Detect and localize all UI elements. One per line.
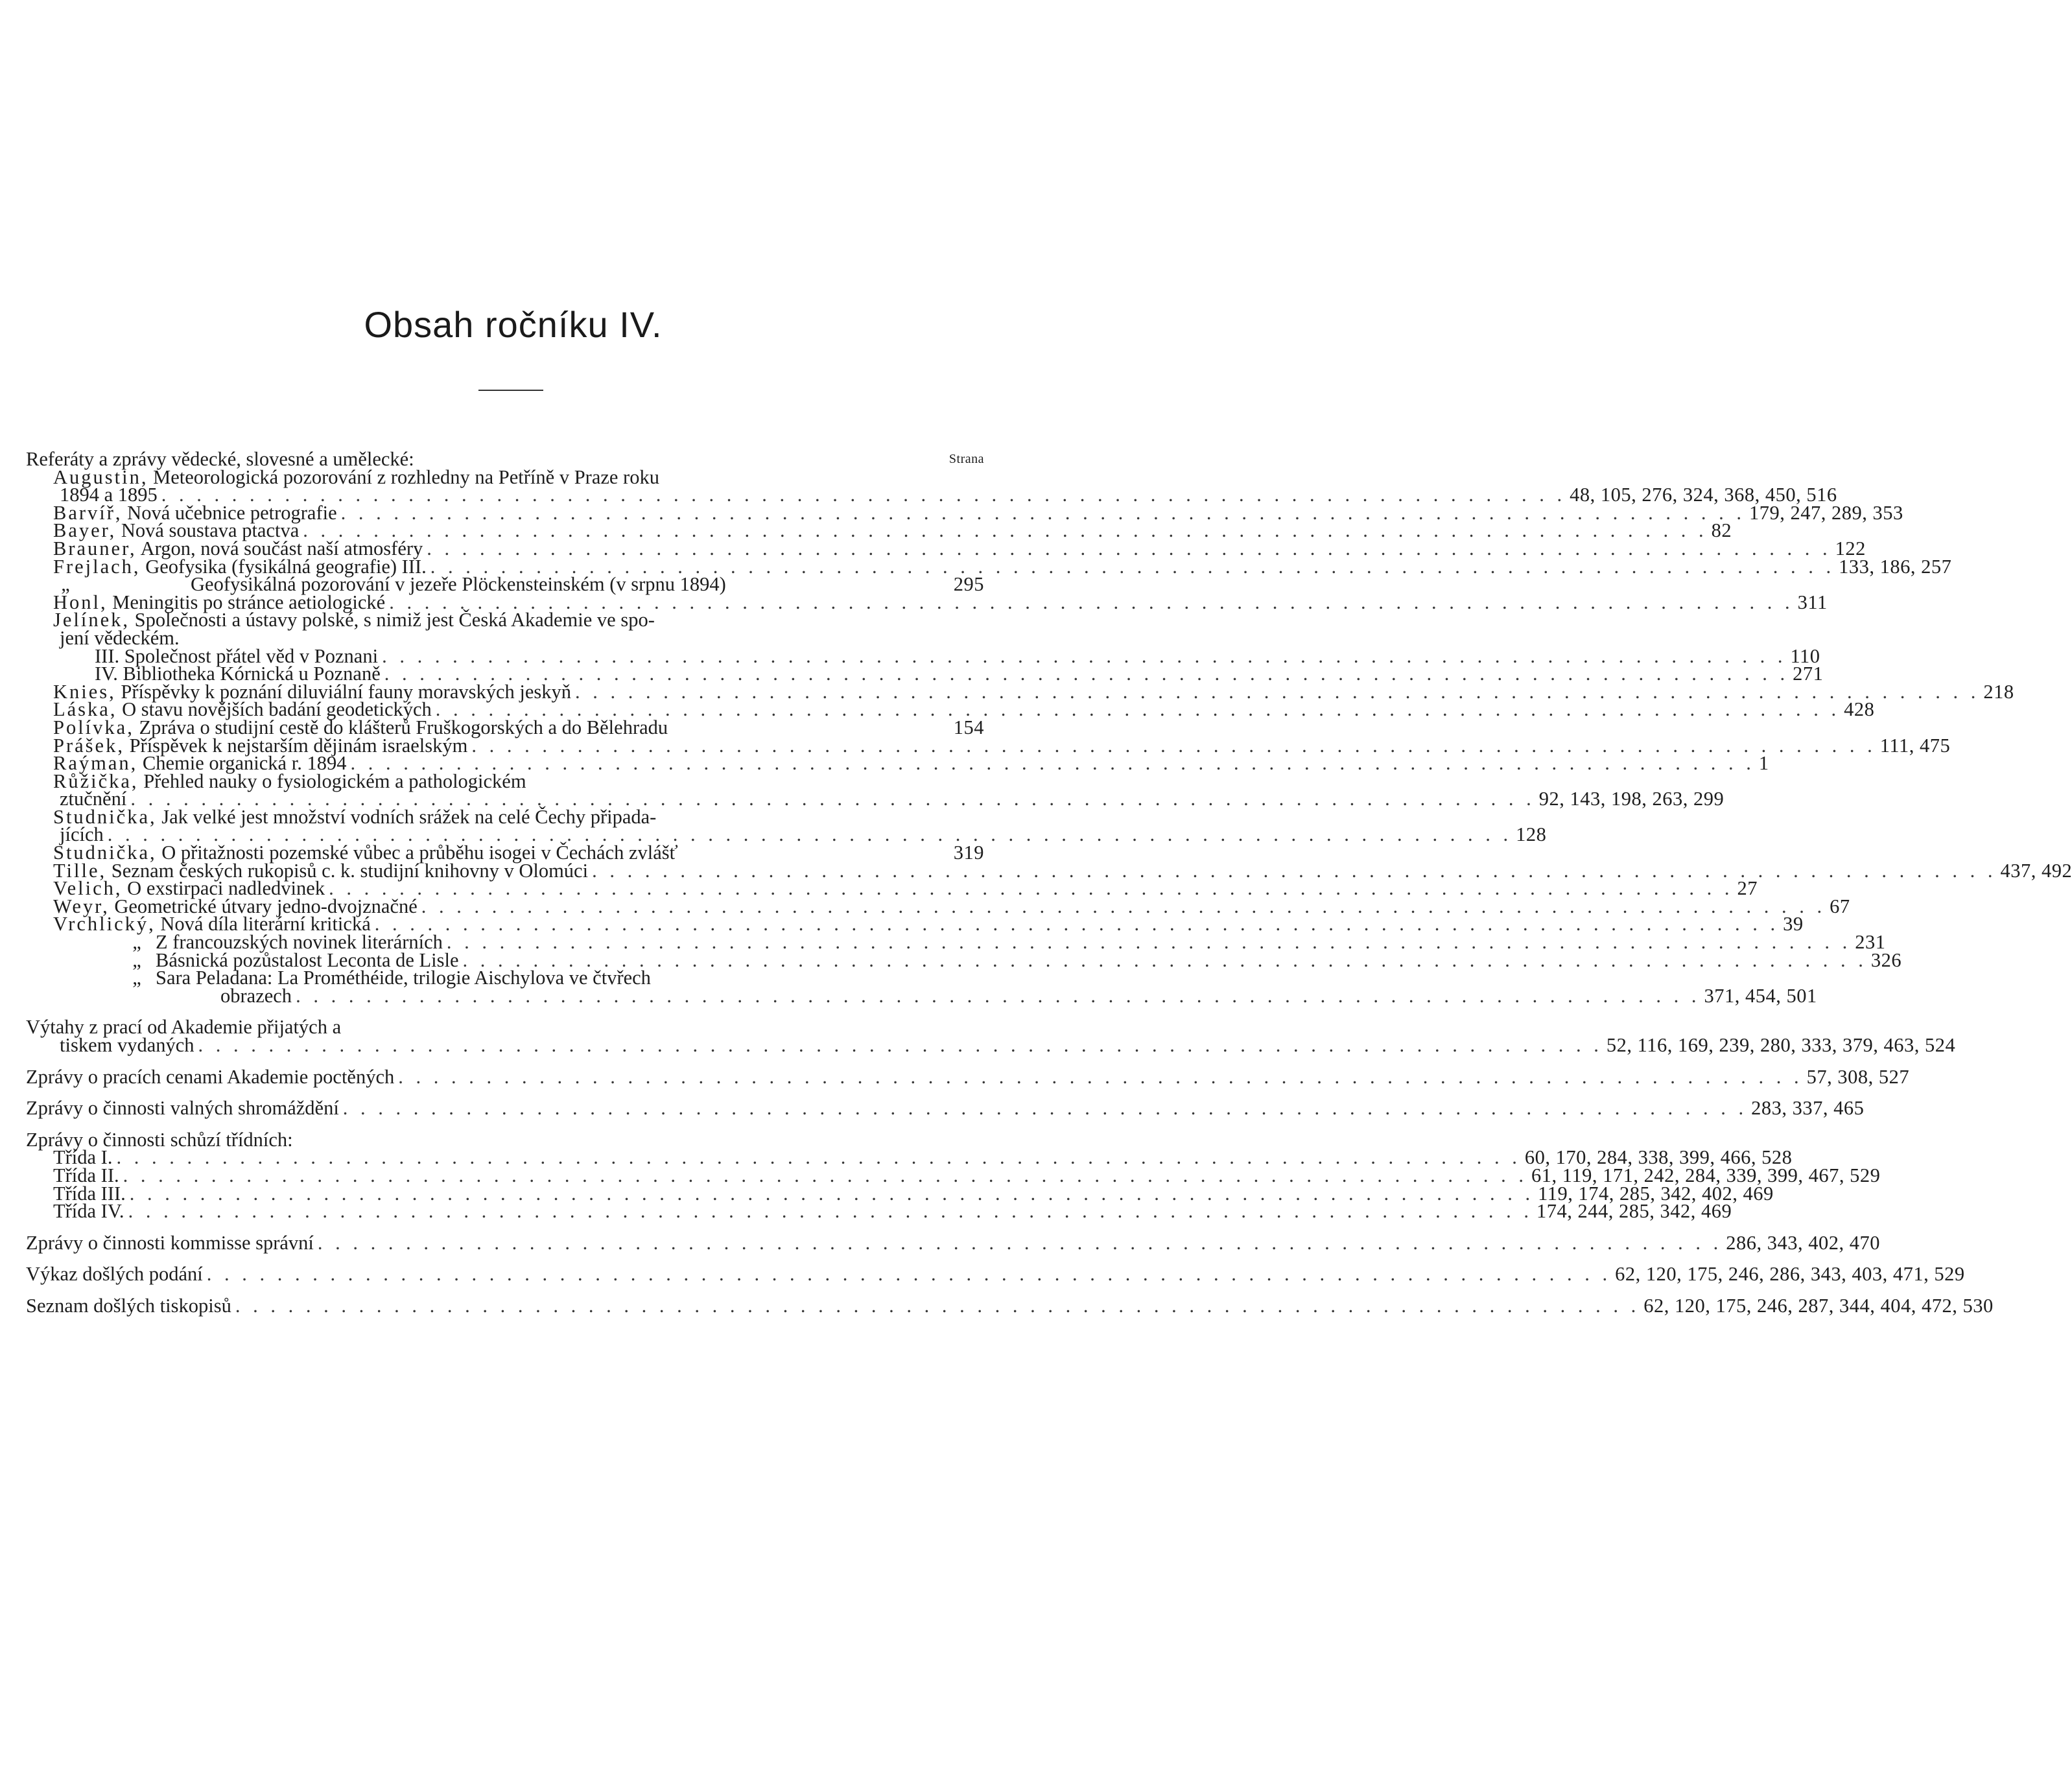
entry-title: Geofysika (fysikálná geografie) III. xyxy=(145,555,427,578)
entry-author: Barvíř, xyxy=(53,501,123,524)
entry-pages: 428 xyxy=(1844,698,1875,721)
entry-title: Geofysikálná pozorování v jezeře Plöckensteinském (v srpnu 1894) xyxy=(191,573,726,596)
entry-pages: 218 xyxy=(1983,680,2014,703)
entry-title: Nová učebnice petrografie xyxy=(127,501,337,524)
section-pages: 283, 337, 465 xyxy=(1751,1097,1865,1120)
section-pages: 62, 120, 175, 246, 287, 344, 404, 472, 530 xyxy=(1643,1294,1994,1317)
entry-pages: 326 xyxy=(1870,948,1902,971)
dot-leader: . . . . . . . . . . . . . . . . . . . . . . . . . . . . . . . . . . . . . . . . . . . . . . . . . . . . . . . . . . . . . . . . . . . . . . . . . . . . . . . . xyxy=(303,519,1708,542)
entry-author: Láska, xyxy=(53,698,117,721)
entry-author: Brauner, xyxy=(53,537,137,559)
section-zpravy-valne xyxy=(26,1097,1865,1120)
entry-title: Sara Peladana: La Prométhéide, trilogie Aischylova ve čtvřech xyxy=(156,967,651,989)
dot-leader: . . . . . . . . . . . . . . . . . . . . . . . . . . . . . . . . . . . . . . . . . . . . . . . . . . . . . . . . . . . . . . . . . . . . . . . . . . . . . . . . xyxy=(130,788,1535,810)
entry-title: Přehled nauky o fysiologickém a pathologickém xyxy=(143,770,526,792)
dot-leader: . . . . . . . . . . . . . . . . . . . . . . . . . . . . . . . . . . . . . . . . . . . . . . . . . . . . . . . . . . . . . . . . . . . . . . . . . . . . . . . . xyxy=(575,680,1980,703)
entry-author: Augustin, xyxy=(53,465,148,488)
entry-title: Třída II. xyxy=(53,1164,119,1186)
entry-title: Společnosti a ústavy polské, s nimiž jest Česká Akademie ve spo- xyxy=(134,609,655,631)
section-title: Zprávy o činnosti kommisse správní xyxy=(26,1231,314,1254)
entry-pages: 48, 105, 276, 324, 368, 450, 516 xyxy=(1570,484,1837,506)
dot-leader: . . . . . . . . . . . . . . . . . . . . . . . . . . . . . . . . . . . . . . . . . . . . . . . . . . . . . . . . . . . . . . . . . . . . . . . . . . . . . . . . xyxy=(374,913,1780,936)
entry-pages: 295 xyxy=(953,573,984,596)
entry-author: Frejlach, xyxy=(53,555,141,578)
toc-entry-vrchlicky-4-cont xyxy=(26,984,1817,1007)
dot-leader: . . . . . . . . . . . . . . . . . . . . . . . . . . . . . . . . . . . . . . . . . . . . . . . . . . . . . . . . . . . . . . . . . . . . . . . . . . . . . . . . xyxy=(329,877,1734,900)
section-title: tiskem vydaných xyxy=(60,1034,194,1056)
entry-pages: 154 xyxy=(953,716,984,738)
entry-author: Prášek, xyxy=(53,734,124,757)
entry-title: Básnická pozůstalost Leconta de Lisle xyxy=(156,948,459,971)
ditto-mark: „ xyxy=(132,967,141,989)
dot-leader: . . . . . . . . . . . . . . . . . . . . . . . . . . . . . . . . . . . . . . . . . . . . . . . . . . . . . . . . . . . . . . . . . . . . . . . . . . . . . . . . xyxy=(427,537,1831,559)
dot-leader: . . . . . . . . . . . . . . . . . . . . . . . . . . . . . . . . . . . . . . . . . . . . . . . . . . . . . . . . . . . . . . . . . . . . . . . . . . . . . . . . xyxy=(382,644,1787,667)
entry-title: Zpráva o studijní cestě do klášterů Fruškogorských a do Bělehradu xyxy=(139,716,668,738)
dot-leader: . . . . . . . . . . . . . . . . . . . . . . . . . . . . . . . . . . . . . . . . . . . . . . . . . . . . . . . . . . . . . . . . . . . . . . . . . . . . . . . . xyxy=(342,1097,1748,1120)
entry-title: Třída IV. xyxy=(53,1200,124,1223)
ditto-mark: „ xyxy=(61,573,70,596)
page-title: Obsah ročníku IV. xyxy=(364,304,663,345)
entry-pages: 133, 186, 257 xyxy=(1839,555,1952,578)
entry-title: Nová díla literární kritická xyxy=(160,913,371,936)
entry-title: ztučnění xyxy=(60,788,127,810)
dot-leader: . . . . . . . . . . . . . . . . . . . . . . . . . . . . . . . . . . . . . . . . . . . . . . . . . . . . . . . . . . . . . . . . . . . . . . . . . . . . . . . . xyxy=(340,501,1746,524)
entry-author: Studnička, xyxy=(53,805,157,828)
dot-leader: . . . . . . . . . . . . . . . . . . . . . . . . . . . . . . . . . . . . . . . . . . . . . . . . . . . . . . . . . . . . . . . . . . . . . . . . . . . . . . . . xyxy=(592,859,1997,882)
entry-pages: 110 xyxy=(1790,644,1820,667)
entry-title: Nová soustava ptactva xyxy=(121,519,300,542)
dot-leader: . . . . . . . . . . . . . . . . . . . . . . . . . . . . . . . . . . . . . . . . . . . . . . . . . . . . . . . . . . . . . . . . . . . . . . . . . . . . . . . . xyxy=(235,1294,1640,1317)
dot-leader: . . . . . . . . . . . . . . . . . . . . . . . . . . . . . . . . . . . . . . . . . . . . . . . . . . . . . . . . . . . . . . . . . . . . . . . . . . . . . . . . xyxy=(350,752,1755,775)
entry-title: 1894 a 1895 xyxy=(60,484,158,506)
entry-pages: 39 xyxy=(1783,913,1804,936)
title-divider xyxy=(478,390,543,391)
entry-title: Meteorologická pozorování z rozhledny na Petříně v Praze roku xyxy=(153,465,659,488)
entry-title: Jak velké jest množství vodních srážek na celé Čechy připada- xyxy=(161,805,657,828)
strana-label: Strana xyxy=(948,452,984,466)
entry-title: Příspěvek k nejstarším dějinám israelským xyxy=(129,734,468,757)
table-of-contents xyxy=(26,448,2072,1317)
dot-leader: . . . . . . . . . . . . . . . . . . . . . . . . . . . . . . . . . . . . . . . . . . . . . . . . . . . . . . . . . . . . . . . . . . . . . . . . . . . . . . . . xyxy=(384,663,1789,685)
ditto-mark: „ xyxy=(132,931,141,954)
dot-leader: . . . . . . . . . . . . . . . . . . . . . . . . . . . . . . . . . . . . . . . . . . . . . . . . . . . . . . . . . . . . . . . . . . . . . . . . . . . . . . . . xyxy=(198,1034,1603,1056)
entry-author: Polívka, xyxy=(53,716,134,738)
entry-pages: 128 xyxy=(1516,823,1547,846)
entry-title: O exstirpaci nadledvinek xyxy=(127,877,325,900)
dot-leader: . . . . . . . . . . . . . . . . . . . . . . . . . . . . . . . . . . . . . . . . . . . . . . . . . . . . . . . . . . . . . . . . . . . . . . . . . . . . . . . . xyxy=(116,1146,1521,1169)
dot-leader: . . . . . . . . . . . . . . . . . . . . . . . . . . . . . . . . . . . . . . . . . . . . . . . . . . . . . . . . . . . . . . . . . . . . . . . . . . . . . . . . xyxy=(398,1065,1803,1088)
entry-author: Weyr, xyxy=(53,895,110,917)
dot-leader: . . . . . . . . . . . . . . . . . . . . . . . . . . . . . . . . . . . . . . . . . . . . . . . . . . . . . . . . . . . . . . . . . . . . . . . . . . . . . . . . xyxy=(206,1263,1612,1286)
entry-pages: 174, 244, 285, 342, 469 xyxy=(1536,1200,1732,1223)
ditto-mark: „ xyxy=(132,948,141,971)
entry-author: Tille, xyxy=(53,859,107,882)
dot-leader: . . . . . . . . . . . . . . . . . . . . . . . . . . . . . . . . . . . . . . . . . . . . . . . . . . . . . . . . . . . . . . . . . . . . . . . . . . . . . . . . xyxy=(462,948,1867,971)
dot-leader: . . . . . . . . . . . . . . . . . . . . . . . . . . . . . . . . . . . . . . . . . . . . . . . . . . . . . . . . . . . . . . . . . . . . . . . . . . . . . . . . xyxy=(317,1231,1723,1254)
section-heading-text: Referáty a zprávy vědecké, slovesné a umělecké: xyxy=(26,448,414,470)
dot-leader: . . . . . . . . . . . . . . . . . . . . . . . . . . . . . . . . . . . . . . . . . . . . . . . . . . . . . . . . . . . . . . . . . . . . . . . . . . . . . . . . xyxy=(471,734,1876,757)
entry-author: Růžička, xyxy=(53,770,139,792)
section-vykaz xyxy=(26,1263,1965,1286)
entry-title: IV. Bibliotheka Kórnická u Poznaně xyxy=(95,663,381,685)
entry-title: III. Společnost přátel věd v Poznani xyxy=(95,644,379,667)
entry-author: Knies, xyxy=(53,680,116,703)
section-pages: 62, 120, 175, 246, 286, 343, 403, 471, 529 xyxy=(1615,1263,1965,1286)
entry-title: Seznam českých rukopisů c. k. studijní knihovny v Olomúci xyxy=(111,859,589,882)
section-title: Zprávy o činnosti valných shromáždění xyxy=(26,1097,339,1120)
entry-title: Meningitis po stránce aetiologické xyxy=(112,591,386,613)
entry-title: O stavu novějších badání geodetických xyxy=(122,698,432,721)
entry-pages: 27 xyxy=(1737,877,1758,900)
dot-leader: . . . . . . . . . . . . . . . . . . . . . . . . . . . . . . . . . . . . . . . . . . . . . . . . . . . . . . . . . . . . . . . . . . . . . . . . . . . . . . . . xyxy=(430,555,1835,578)
dot-leader: . . . . . . . . . . . . . . . . . . . . . . . . . . . . . . . . . . . . . . . . . . . . . . . . . . . . . . . . . . . . . . . . . . . . . . . . . . . . . . . . xyxy=(107,823,1513,846)
entry-title: jení vědeckém. xyxy=(60,626,180,649)
section-pages: 286, 343, 402, 470 xyxy=(1726,1231,1881,1254)
entry-pages: 67 xyxy=(1830,895,1850,917)
dot-leader: . . . . . . . . . . . . . . . . . . . . . . . . . . . . . . . . . . . . . . . . . . . . . . . . . . . . . . . . . . . . . . . . . . . . . . . . . . . . . . . . xyxy=(161,484,1566,506)
entry-pages: 61, 119, 171, 242, 284, 339, 399, 467, 529 xyxy=(1531,1164,1881,1186)
entry-title: Třída I. xyxy=(53,1146,113,1169)
entry-title: Chemie organická r. 1894 xyxy=(142,752,347,775)
dot-leader: . . . . . . . . . . . . . . . . . . . . . . . . . . . . . . . . . . . . . . . . . . . . . . . . . . . . . . . . . . . . . . . . . . . . . . . . . . . . . . . . xyxy=(435,698,1841,721)
entry-pages: 1 xyxy=(1758,752,1769,775)
section-title: Zprávy o činnosti schůzí třídních: xyxy=(26,1128,293,1151)
entry-pages: 111, 475 xyxy=(1879,734,1951,757)
dot-leader: . . . . . . . . . . . . . . . . . . . . . . . . . . . . . . . . . . . . . . . . . . . . . . . . . . . . . . . . . . . . . . . . . . . . . . . . . . . . . . . . xyxy=(296,984,1701,1007)
entry-title: Třída III. xyxy=(53,1182,126,1205)
entry-pages: 92, 143, 198, 263, 299 xyxy=(1538,788,1725,810)
entry-author: Vrchlický, xyxy=(53,913,156,936)
section-title: Zprávy o pracích cenami Akademie poctěných xyxy=(26,1065,395,1088)
entry-pages: 311 xyxy=(1797,591,1828,613)
entry-pages: 271 xyxy=(1793,663,1824,685)
entry-pages: 319 xyxy=(953,841,984,864)
entry-author: Bayer, xyxy=(53,519,117,542)
entry-title: Příspěvky k poznání diluviální fauny moravských jeskyň xyxy=(121,680,572,703)
entry-title: Geometrické útvary jedno-dvojznačné xyxy=(114,895,418,917)
section-title: Výkaz došlých podání xyxy=(26,1263,203,1286)
entry-author: Velich, xyxy=(53,877,123,900)
dot-leader: . . . . . . . . . . . . . . . . . . . . . . . . . . . . . . . . . . . . . . . . . . . . . . . . . . . . . . . . . . . . . . . . . . . . . . . . . . . . . . . . xyxy=(421,895,1826,917)
entry-author: Jelínek, xyxy=(53,609,130,631)
entry-title: Argon, nová součást naší atmosféry xyxy=(140,537,423,559)
entry-title: jících xyxy=(60,823,104,846)
section-zpravy-ceny xyxy=(26,1065,1910,1088)
section-title: Výtahy z prací od Akademie přijatých a xyxy=(26,1016,342,1039)
dot-leader: . . . . . . . . . . . . . . . . . . . . . . . . . . . . . . . . . . . . . . . . . . . . . . . . . . . . . . . . . . . . . . . . . . . . . . . . . . . . . . . . xyxy=(129,1182,1535,1205)
section-title: Seznam došlých tiskopisů xyxy=(26,1294,231,1317)
entry-pages: 119, 174, 285, 342, 402, 469 xyxy=(1538,1182,1774,1205)
entry-pages: 371, 454, 501 xyxy=(1704,984,1817,1007)
entry-pages: 231 xyxy=(1855,931,1886,954)
entry-pages: 179, 247, 289, 353 xyxy=(1749,501,1903,524)
tridni-trida-4 xyxy=(26,1200,1732,1223)
section-kommisse xyxy=(26,1231,1881,1254)
section-seznam xyxy=(26,1294,1994,1317)
entry-title: obrazech xyxy=(220,984,292,1007)
entry-author: Studnička, xyxy=(53,841,157,864)
entry-author: Raýman, xyxy=(53,752,138,775)
section-pages: 52, 116, 169, 239, 280, 333, 379, 463, 524 xyxy=(1606,1034,1956,1056)
entry-title: O přitažnosti pozemské vůbec a průběhu isogei v Čechách zvlášť xyxy=(161,841,678,864)
entry-author: Honl, xyxy=(53,591,108,613)
dot-leader: . . . . . . . . . . . . . . . . . . . . . . . . . . . . . . . . . . . . . . . . . . . . . . . . . . . . . . . . . . . . . . . . . . . . . . . . . . . . . . . . xyxy=(389,591,1794,613)
section-vytahy-cont xyxy=(26,1034,1956,1056)
entry-title: Z francouzských novinek literárních xyxy=(156,931,443,954)
dot-leader: . . . . . . . . . . . . . . . . . . . . . . . . . . . . . . . . . . . . . . . . . . . . . . . . . . . . . . . . . . . . . . . . . . . . . . . . . . . . . . . . xyxy=(128,1200,1533,1223)
entry-pages: 122 xyxy=(1835,537,1866,559)
entry-pages: 437, 492 xyxy=(2000,859,2072,882)
dot-leader: . . . . . . . . . . . . . . . . . . . . . . . . . . . . . . . . . . . . . . . . . . . . . . . . . . . . . . . . . . . . . . . . . . . . . . . . . . . . . . . . xyxy=(446,931,1852,954)
entry-pages: 82 xyxy=(1711,519,1732,542)
section-pages: 57, 308, 527 xyxy=(1806,1065,1910,1088)
dot-leader: . . . . . . . . . . . . . . . . . . . . . . . . . . . . . . . . . . . . . . . . . . . . . . . . . . . . . . . . . . . . . . . . . . . . . . . . . . . . . . . . xyxy=(123,1164,1527,1186)
entry-pages: 60, 170, 284, 338, 399, 466, 528 xyxy=(1524,1146,1793,1169)
